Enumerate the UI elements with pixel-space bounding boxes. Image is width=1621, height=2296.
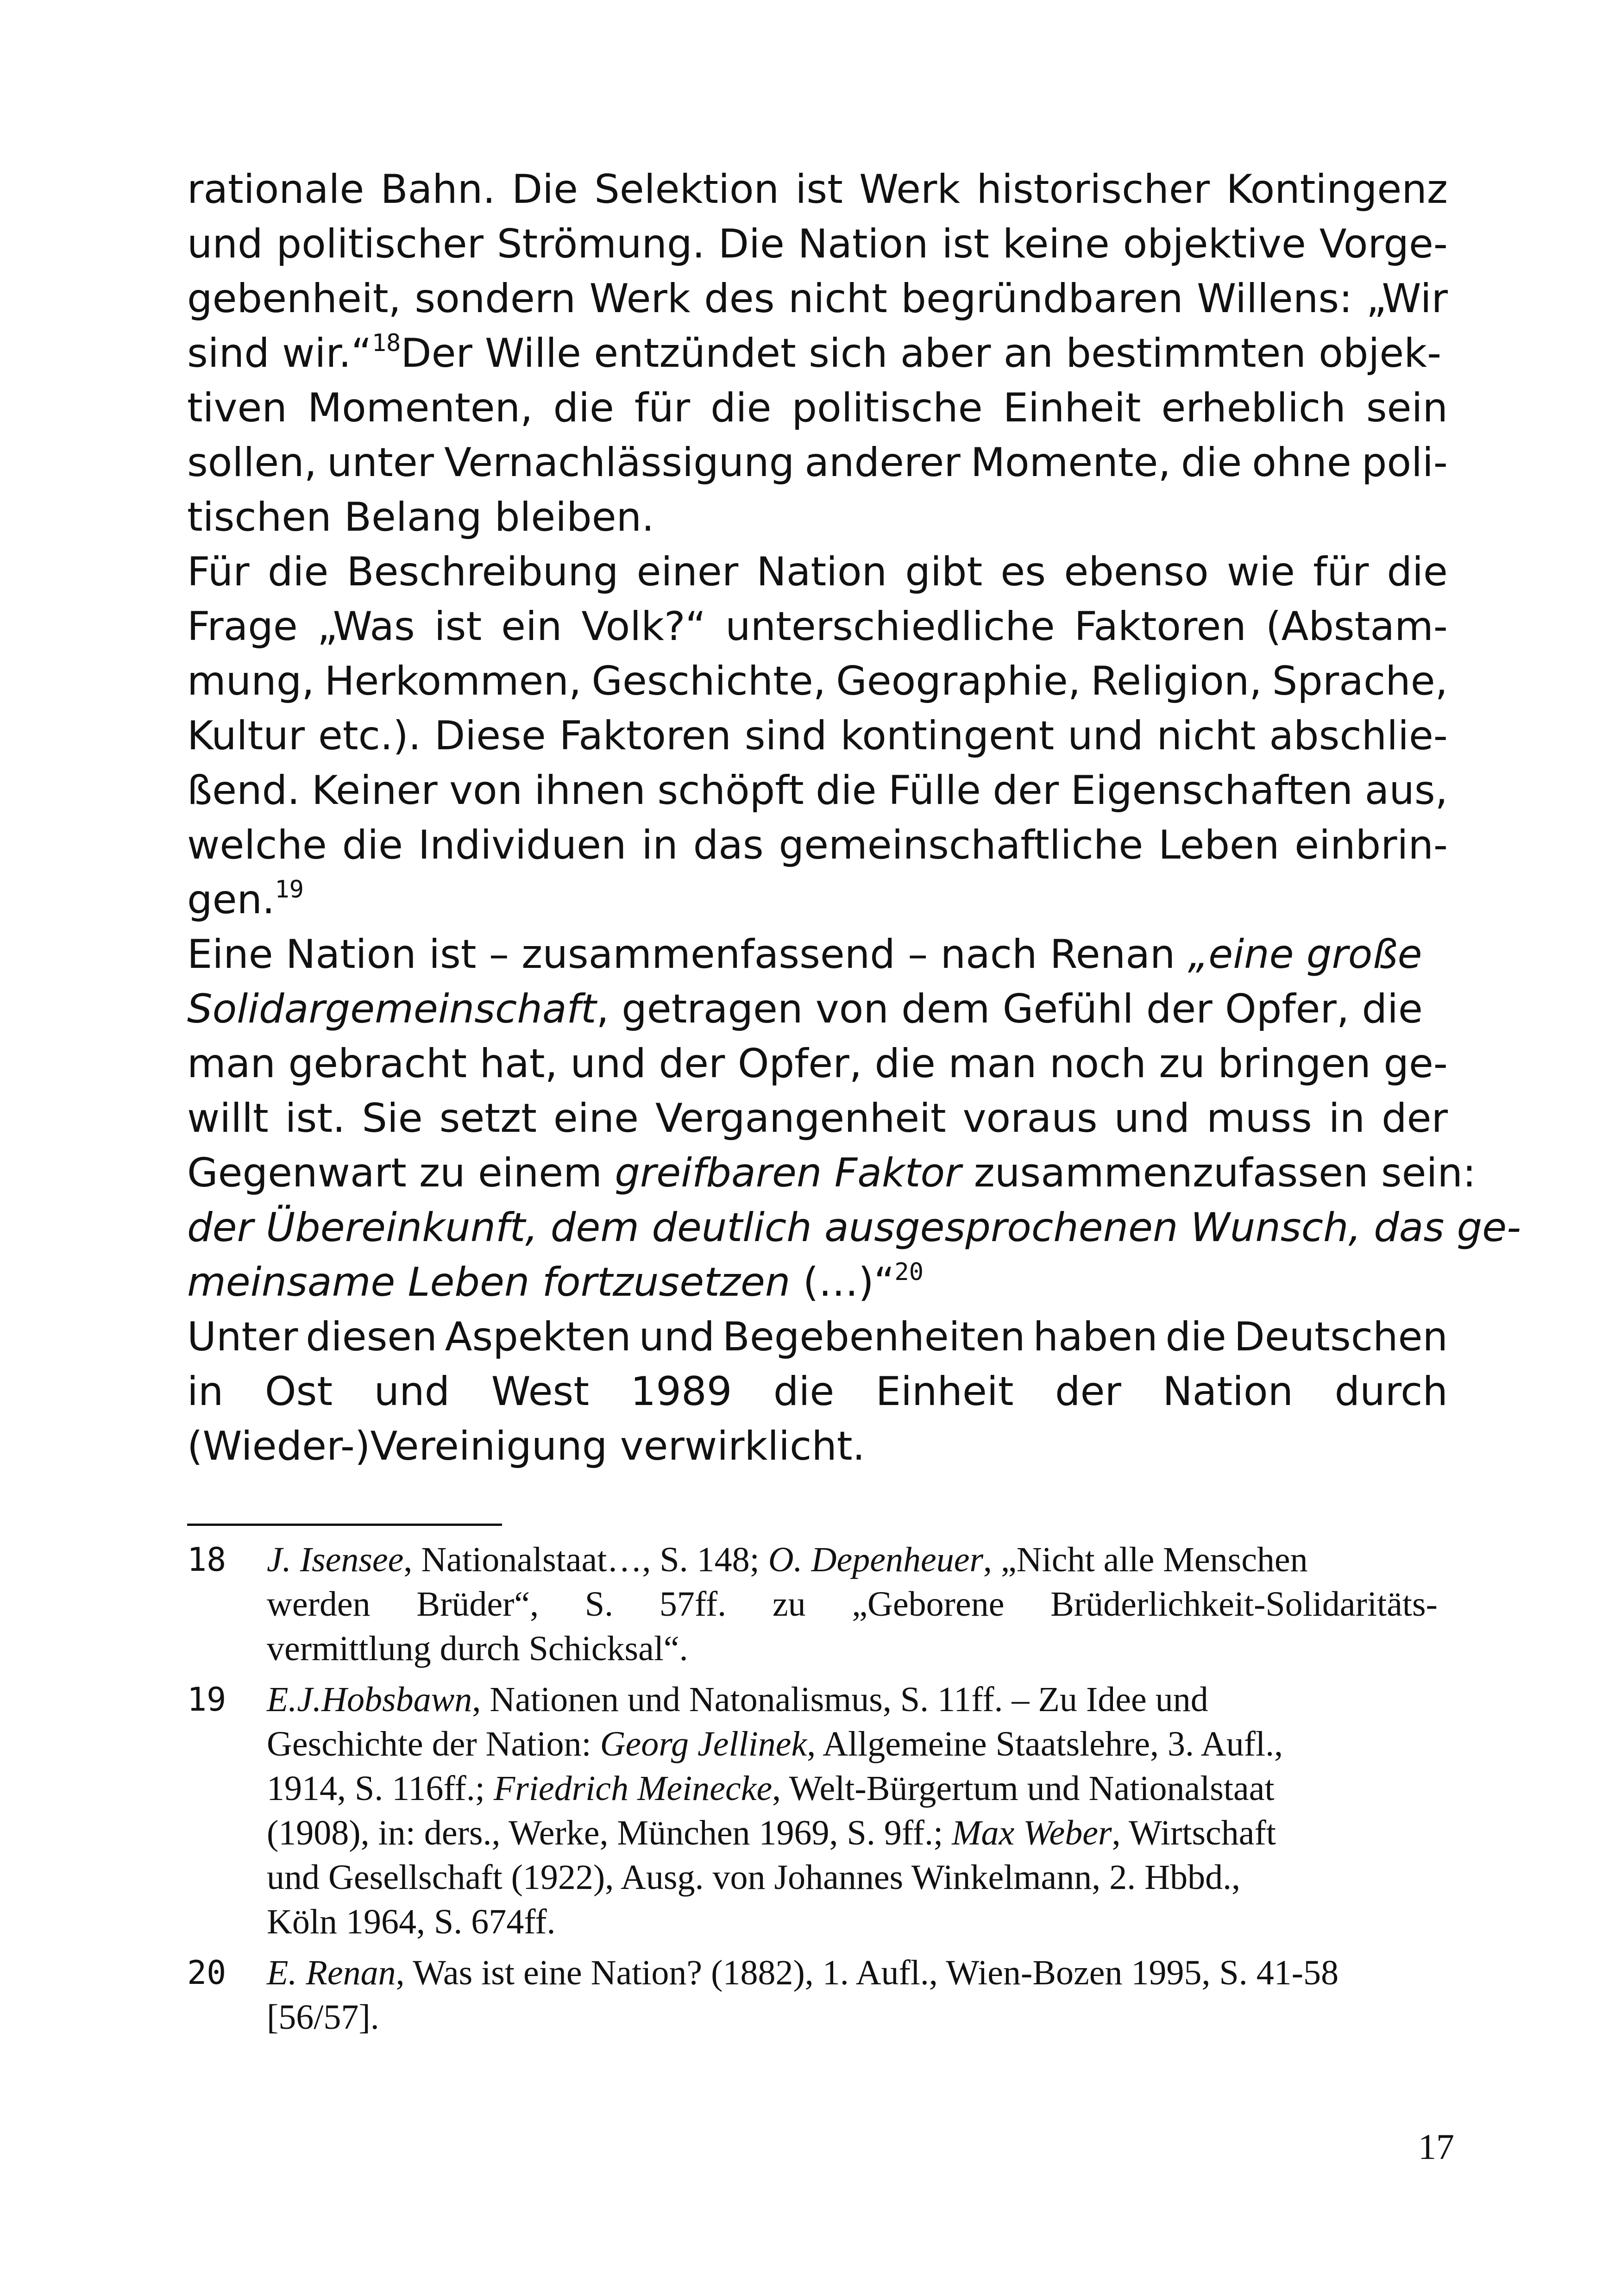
text-line [187, 818, 1448, 872]
word: die [816, 767, 877, 814]
word: Brüderlichkeit-Solidaritäts- [1050, 1585, 1438, 1624]
text-span: zusammenzufassen sein: [961, 1150, 1476, 1196]
author-name: Friedrich Meinecke [493, 1769, 773, 1808]
word: Ost [264, 1368, 333, 1415]
word: der [1382, 1095, 1448, 1142]
italic-quote: greifbaren Faktor [615, 1150, 961, 1196]
word: sondern [415, 276, 576, 322]
word: Fülle [888, 767, 981, 814]
author-name: E.J.Hobsbawn [267, 1680, 472, 1719]
text-line [187, 1036, 1448, 1091]
word: ebenso [1064, 549, 1209, 595]
text-line: tischen Belang bleiben. [187, 494, 654, 540]
text-line [187, 1200, 1521, 1255]
author-name: E. Renan [267, 1953, 396, 1992]
word: es [1000, 549, 1046, 595]
word: etc.). [318, 713, 421, 759]
word: Deutschen [1234, 1314, 1448, 1360]
word: muss [1206, 1095, 1312, 1142]
footnote-line: und Gesellschaft (1922), Ausg. von Johannes Winkelmann, 2. Hbbd., [267, 1858, 1241, 1897]
author-name: Max Weber [952, 1813, 1112, 1852]
word: die [267, 549, 329, 595]
word: Kontingenz [1226, 166, 1448, 213]
word: „Geborene [852, 1585, 1005, 1624]
word: ist. [285, 1095, 346, 1142]
word: Die [511, 166, 578, 213]
footnote-span [267, 1537, 1308, 1582]
word: Willens: [1197, 276, 1353, 322]
text-line [187, 927, 1448, 982]
word: Opfer, [737, 1041, 862, 1087]
text-span: , Was ist eine Nation? (1882), 1. Aufl., Wien-Bozen 1995, S. 41-58 [396, 1953, 1339, 1992]
word: werden [267, 1585, 371, 1624]
word: diesen [306, 1314, 437, 1360]
word: die [773, 1368, 835, 1415]
word: voraus [962, 1095, 1098, 1142]
text-line [187, 1146, 1476, 1200]
word: gebracht [288, 1041, 467, 1087]
word: Leben [1158, 822, 1280, 868]
word: Selektion [594, 166, 779, 213]
word: Brüder“, [416, 1585, 539, 1624]
text-line [187, 763, 1448, 818]
word: Werk [589, 276, 691, 322]
word: Nation [798, 221, 929, 267]
author-name: Georg Jellinek [600, 1725, 807, 1763]
footnote-line [267, 1677, 1438, 1722]
text-line [187, 435, 1448, 490]
text-span: gen. [187, 877, 275, 923]
word: zu [1159, 1041, 1206, 1087]
word: unter [327, 439, 434, 486]
word: Nation [1162, 1368, 1294, 1415]
author-name: J. Isensee [267, 1540, 404, 1579]
word: ein [501, 603, 562, 650]
word: Faktoren [1074, 603, 1246, 650]
word: Geschichte, [591, 658, 826, 704]
word: wie [1226, 549, 1295, 595]
word: die [1165, 1314, 1226, 1360]
word: ßend. [187, 767, 300, 814]
word: sind [744, 713, 827, 759]
text-span: (…)“ [790, 1259, 895, 1305]
word: „Wir [1366, 276, 1448, 322]
word: setzt [439, 1095, 537, 1142]
word: Nation [756, 549, 887, 595]
word: Keiner [311, 767, 438, 814]
word: durch [1334, 1368, 1448, 1415]
footnote-line [267, 1951, 1438, 1995]
footnote-line: [56/57]. [267, 1998, 379, 2037]
word: und [570, 1041, 647, 1087]
word: Momente, [970, 439, 1171, 486]
text-line [187, 326, 1448, 381]
footnote-line [267, 1766, 1438, 1811]
text-line [187, 217, 1448, 271]
text-line [187, 709, 1448, 763]
word: sein [1366, 385, 1448, 431]
word: gemeinschaftliche [779, 822, 1143, 868]
text-line [187, 545, 1448, 599]
word: historischer [976, 166, 1210, 213]
word: man [948, 1041, 1037, 1087]
footnote-number: 20 [187, 1954, 226, 1992]
word: West [491, 1368, 590, 1415]
word: poli- [1361, 439, 1448, 486]
italic-quote: meinsame Leben fortzusetzen [187, 1259, 791, 1305]
word: für [634, 385, 691, 431]
text-line [187, 381, 1448, 435]
word: Individuen [418, 822, 627, 868]
word: nicht [788, 276, 887, 322]
word: einbrin- [1294, 822, 1448, 868]
text-line [187, 162, 1448, 217]
word: objektive [1123, 221, 1306, 267]
word: mung, [187, 658, 314, 704]
word: schöpft [657, 767, 804, 814]
footnote-line [267, 1722, 1438, 1766]
text-line [187, 1091, 1448, 1146]
text-line [187, 872, 1448, 927]
text-span: , Welt-Bürgertum und Nationalstaat [772, 1769, 1275, 1808]
text-span: , Nationen und Natonalismus, S. 11ff. – Zu Idee und [472, 1680, 1208, 1719]
text-line [187, 1255, 1448, 1310]
word: noch [1049, 1041, 1146, 1087]
word: S. [584, 1585, 614, 1624]
word: haben [1033, 1314, 1158, 1360]
word: die [1181, 439, 1242, 486]
word: willt [187, 1095, 269, 1142]
word: Frage [187, 603, 298, 650]
word: Volk?“ [581, 603, 706, 650]
word: sollen, [187, 439, 317, 486]
word: Strömung. [496, 221, 705, 267]
word: politischer [276, 221, 484, 267]
footnote-line [267, 1811, 1438, 1855]
word: einer [636, 549, 739, 595]
word: Diese [434, 713, 546, 759]
word: erheblich [1161, 385, 1346, 431]
text-span: Der Wille entzündet sich aber an bestimmten objek- [401, 330, 1442, 376]
word: Geographie, [836, 658, 1081, 704]
word: Vorge- [1319, 221, 1448, 267]
word: anderer [804, 439, 961, 486]
word: Sie [362, 1095, 423, 1142]
word: der [993, 767, 1059, 814]
word: Vergangenheit [655, 1095, 946, 1142]
word: in [1328, 1095, 1365, 1142]
word: und [639, 1314, 715, 1360]
word: Die [718, 221, 785, 267]
word: gibt [905, 549, 983, 595]
text-span: , „Nicht alle Menschen [983, 1540, 1308, 1579]
word: politische [792, 385, 983, 431]
word: „Was [317, 603, 415, 650]
footnote-line: vermittlung durch Schicksal“. [267, 1629, 688, 1668]
word: (Abstam- [1265, 603, 1448, 650]
word: nicht [1156, 713, 1256, 759]
footnote-20 [187, 1951, 1438, 2039]
word: Religion, [1091, 658, 1262, 704]
word: Werk [859, 166, 961, 213]
text-line [187, 654, 1448, 709]
text-line: (Wieder-)Vereinigung verwirklicht. [187, 1423, 865, 1469]
word: hat, [479, 1041, 558, 1087]
word: Aspekten [445, 1314, 631, 1360]
word: und [187, 221, 263, 267]
word: Kultur [187, 713, 305, 759]
main-text [187, 162, 1521, 1474]
footnote-reference-20[interactable]: 20 [894, 1258, 924, 1286]
text-line [187, 271, 1448, 326]
footnote-number: 18 [187, 1541, 226, 1579]
footnote-line [267, 1582, 1438, 1626]
word: welche [187, 822, 327, 868]
word: gebenheit, [187, 276, 401, 322]
text-line [187, 599, 1448, 654]
word: Herkommen, [324, 658, 582, 704]
page-number: 17 [1418, 2127, 1454, 2167]
word: Bahn. [380, 166, 496, 213]
text-span: sind wir.“ [187, 330, 372, 376]
word: die [553, 385, 614, 431]
text-span: , Nationalstaat…, S. 148; [403, 1540, 768, 1579]
word: und [374, 1368, 450, 1415]
word: ist [942, 221, 989, 267]
text-span: (1908), in: ders., Werke, München 1969, S. 9ff.; [267, 1813, 952, 1852]
word: aus, [1364, 767, 1448, 814]
word: Momenten, [307, 385, 533, 431]
word: Vernachlässigung [444, 439, 795, 486]
word: die [710, 385, 772, 431]
word: keine [1002, 221, 1110, 267]
word: tiven [187, 385, 287, 431]
text-span: , Allgemeine Staatslehre, 3. Aufl., [807, 1725, 1283, 1763]
word: das [693, 822, 764, 868]
word: 1989 [630, 1368, 732, 1415]
word: von [449, 767, 523, 814]
footnote-reference-18[interactable]: 18 [371, 329, 401, 357]
word: 57ff. [659, 1585, 727, 1624]
word: man [187, 1041, 276, 1087]
word: in [187, 1368, 224, 1415]
text-span: 1914, S. 116ff.; [267, 1769, 494, 1808]
text-line [187, 982, 1448, 1036]
word: ihnen [534, 767, 646, 814]
word: begründbaren [901, 276, 1183, 322]
text-span: Geschichte der Nation: [267, 1725, 600, 1763]
text-line [187, 1364, 1448, 1419]
word: Einheit [1003, 385, 1141, 431]
word: in [641, 822, 678, 868]
footnote-text [267, 1537, 1438, 1671]
word: Sprache, [1272, 658, 1448, 704]
word: ge- [1383, 1041, 1448, 1087]
word: und [1068, 713, 1143, 759]
footnote-19 [187, 1677, 1438, 1944]
word: Faktoren [559, 713, 731, 759]
italic-quote: Solidargemeinschaft [187, 986, 597, 1032]
footnotes [187, 1537, 1438, 2046]
word: eine [553, 1095, 639, 1142]
word: ist [434, 603, 482, 650]
word: Beschreibung [346, 549, 619, 595]
word: die [342, 822, 403, 868]
italic-quote: „eine große [1187, 931, 1422, 978]
text-span: Eine Nation ist – zusammenfassend – nach Renan [187, 931, 1188, 978]
word: Für [187, 549, 250, 595]
footnote-18 [187, 1537, 1438, 1671]
word: für [1313, 549, 1369, 595]
text-span: Gegenwart zu einem [187, 1150, 615, 1196]
text-line [187, 1310, 1448, 1364]
word: ohne [1252, 439, 1351, 486]
word: der [1055, 1368, 1121, 1415]
footnote-line [267, 1537, 1438, 1582]
word: ist [795, 166, 843, 213]
footnote-number: 19 [187, 1681, 226, 1719]
word: abschlie- [1269, 713, 1448, 759]
word: des [704, 276, 775, 322]
word: Begebenheiten [722, 1314, 1025, 1360]
word: die [1387, 549, 1448, 595]
footnote-reference-19[interactable]: 19 [275, 876, 304, 903]
footnote-line: Köln 1964, S. 674ff. [267, 1902, 556, 1941]
text-span: , getragen von dem Gefühl der Opfer, die [596, 986, 1423, 1032]
author-name: O. Depenheuer [768, 1540, 984, 1579]
word: zu [772, 1585, 806, 1624]
text-span: , Wirtschaft [1112, 1813, 1276, 1852]
word: Eigenschaften [1070, 767, 1353, 814]
italic-quote: der Übereinkunft, dem deutlich ausgesprochenen Wunsch, das ge- [187, 1204, 1521, 1251]
word: rationale [187, 166, 364, 213]
footnote-text [267, 1677, 1438, 1944]
word: der [659, 1041, 725, 1087]
footnote-text [267, 1951, 1438, 2039]
word: bringen [1218, 1041, 1371, 1087]
word: kontingent [840, 713, 1055, 759]
word: und [1114, 1095, 1190, 1142]
word: unterschiedliche [725, 603, 1055, 650]
word: Unter [187, 1314, 298, 1360]
word: die [874, 1041, 936, 1087]
word: Einheit [875, 1368, 1014, 1415]
footnote-separator [187, 1524, 502, 1526]
